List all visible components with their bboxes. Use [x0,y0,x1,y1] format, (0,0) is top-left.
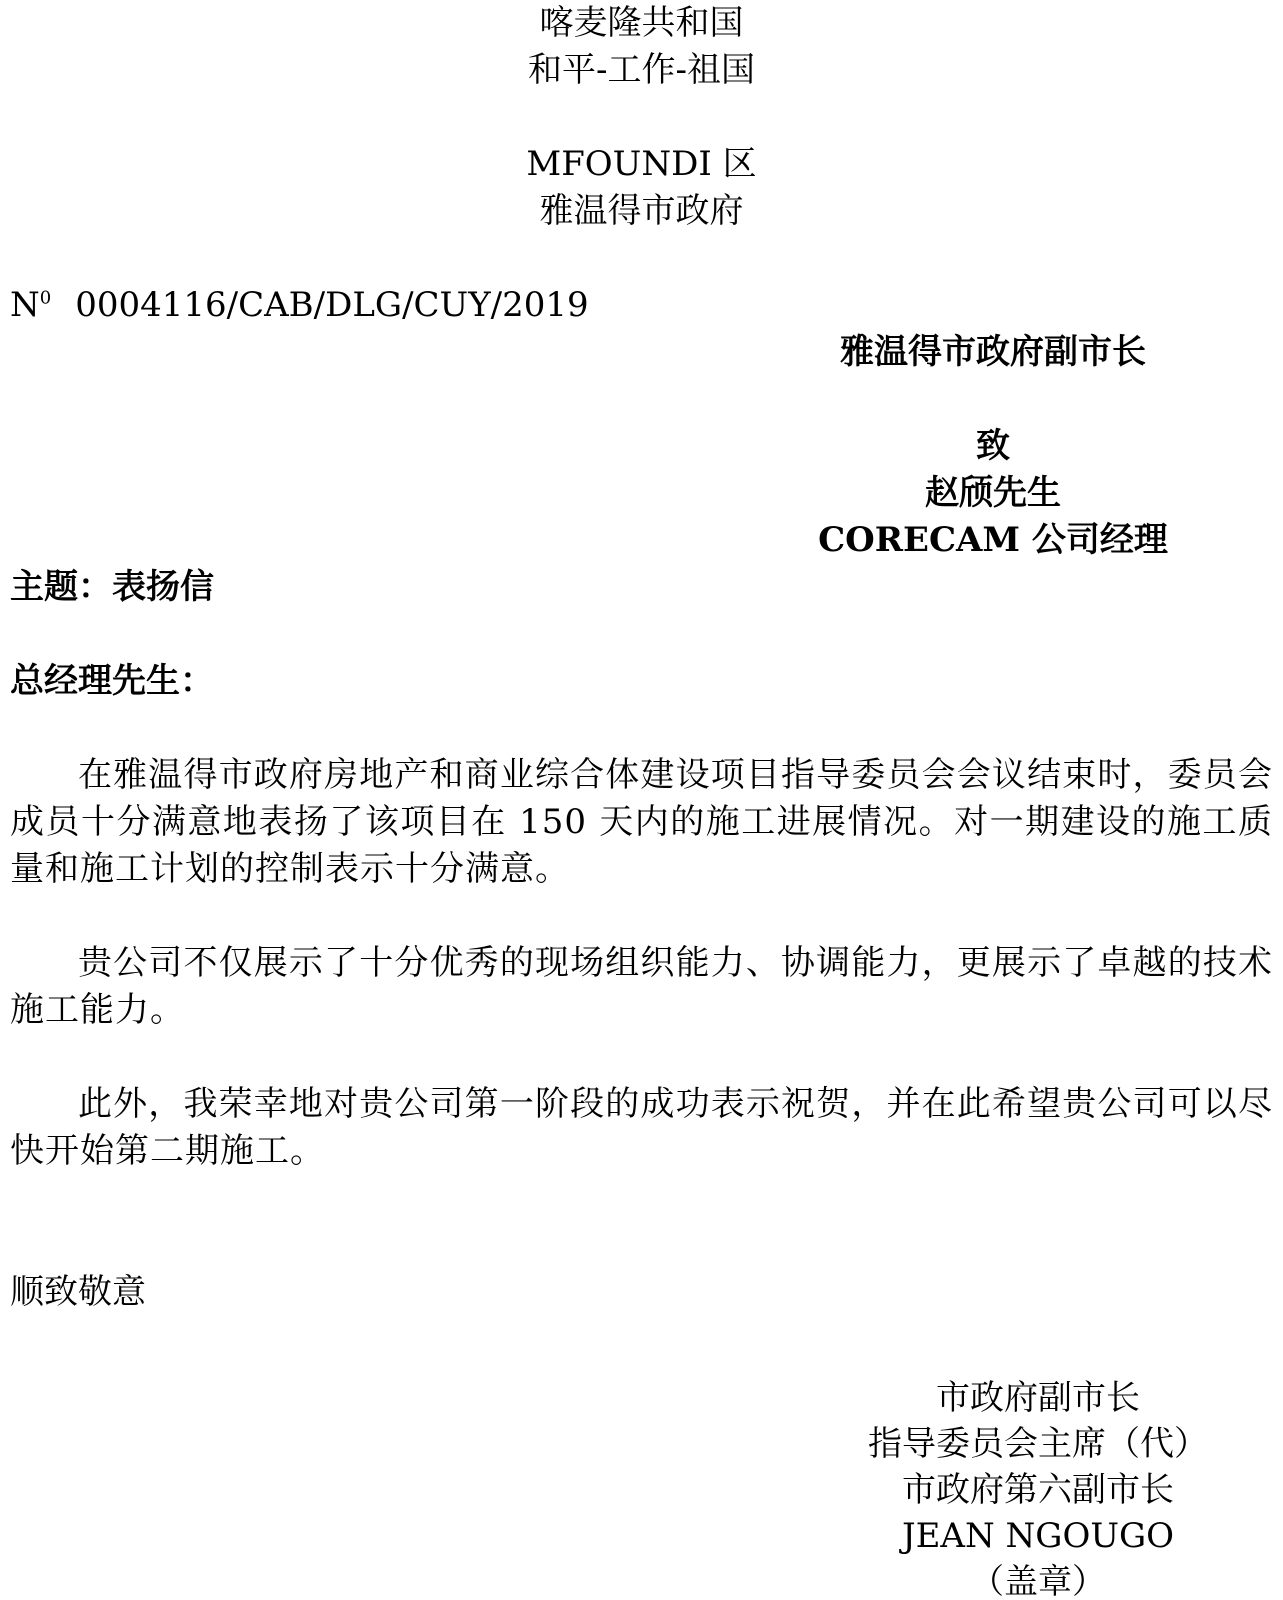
reference-superscript: 0 [39,287,52,309]
signature-name: JEAN NGOUGO [901,1516,1175,1556]
signature-title-steering-committee-chair: 指导委员会主席（代） [868,1424,1208,1464]
signature-title-sixth-deputy-mayor: 市政府第六副市长 [902,1470,1174,1510]
recipient-block [713,423,1273,564]
subject-line: 主题：表扬信 [10,567,214,607]
reference-number: 0004116/CAB/DLG/CUY/2019 [75,285,589,325]
letterhead-city-government: 雅温得市政府 [539,191,744,231]
letterhead-division [10,141,1273,235]
letterhead-district: MFOUNDI 区 [526,144,757,184]
signature-seal-note: （盖章） [970,1562,1106,1600]
letterhead-country: 喀麦隆共和国 [539,3,744,43]
reference-prefix: N [10,285,40,325]
sender-title: 雅温得市政府副市长 [840,332,1146,372]
salutation: 总经理先生： [10,661,214,701]
recipient-to: 致 [976,426,1010,466]
body-paragraph-2: 贵公司不仅展示了十分优秀的现场组织能力、协调能力，更展示了卓越的技术施工能力。 [10,943,1273,1030]
body-paragraph-1: 在雅温得市政府房地产和商业综合体建设项目指导委员会会议结束时，委员会成员十分满意地表扬了该项目在 150 天内的施工进展情况。对一期建设的施工质量和施工计划的控制表示十分满意。 [10,755,1273,889]
recipient-title: CORECAM 公司经理 [818,520,1168,560]
letterhead [10,0,1273,94]
signature-title-deputy-mayor: 市政府副市长 [936,1378,1140,1418]
body-paragraph-3: 此外，我荣幸地对贵公司第一阶段的成功表示祝贺，并在此希望贵公司可以尽快开始第二期施工。 [10,1084,1273,1171]
letterhead-motto: 和平-工作-祖国 [528,50,755,90]
recipient-name: 赵颀先生 [925,473,1061,513]
closing: 顺致敬意 [10,1272,146,1312]
signature-block [803,1375,1273,1600]
reference-line [10,282,1273,329]
